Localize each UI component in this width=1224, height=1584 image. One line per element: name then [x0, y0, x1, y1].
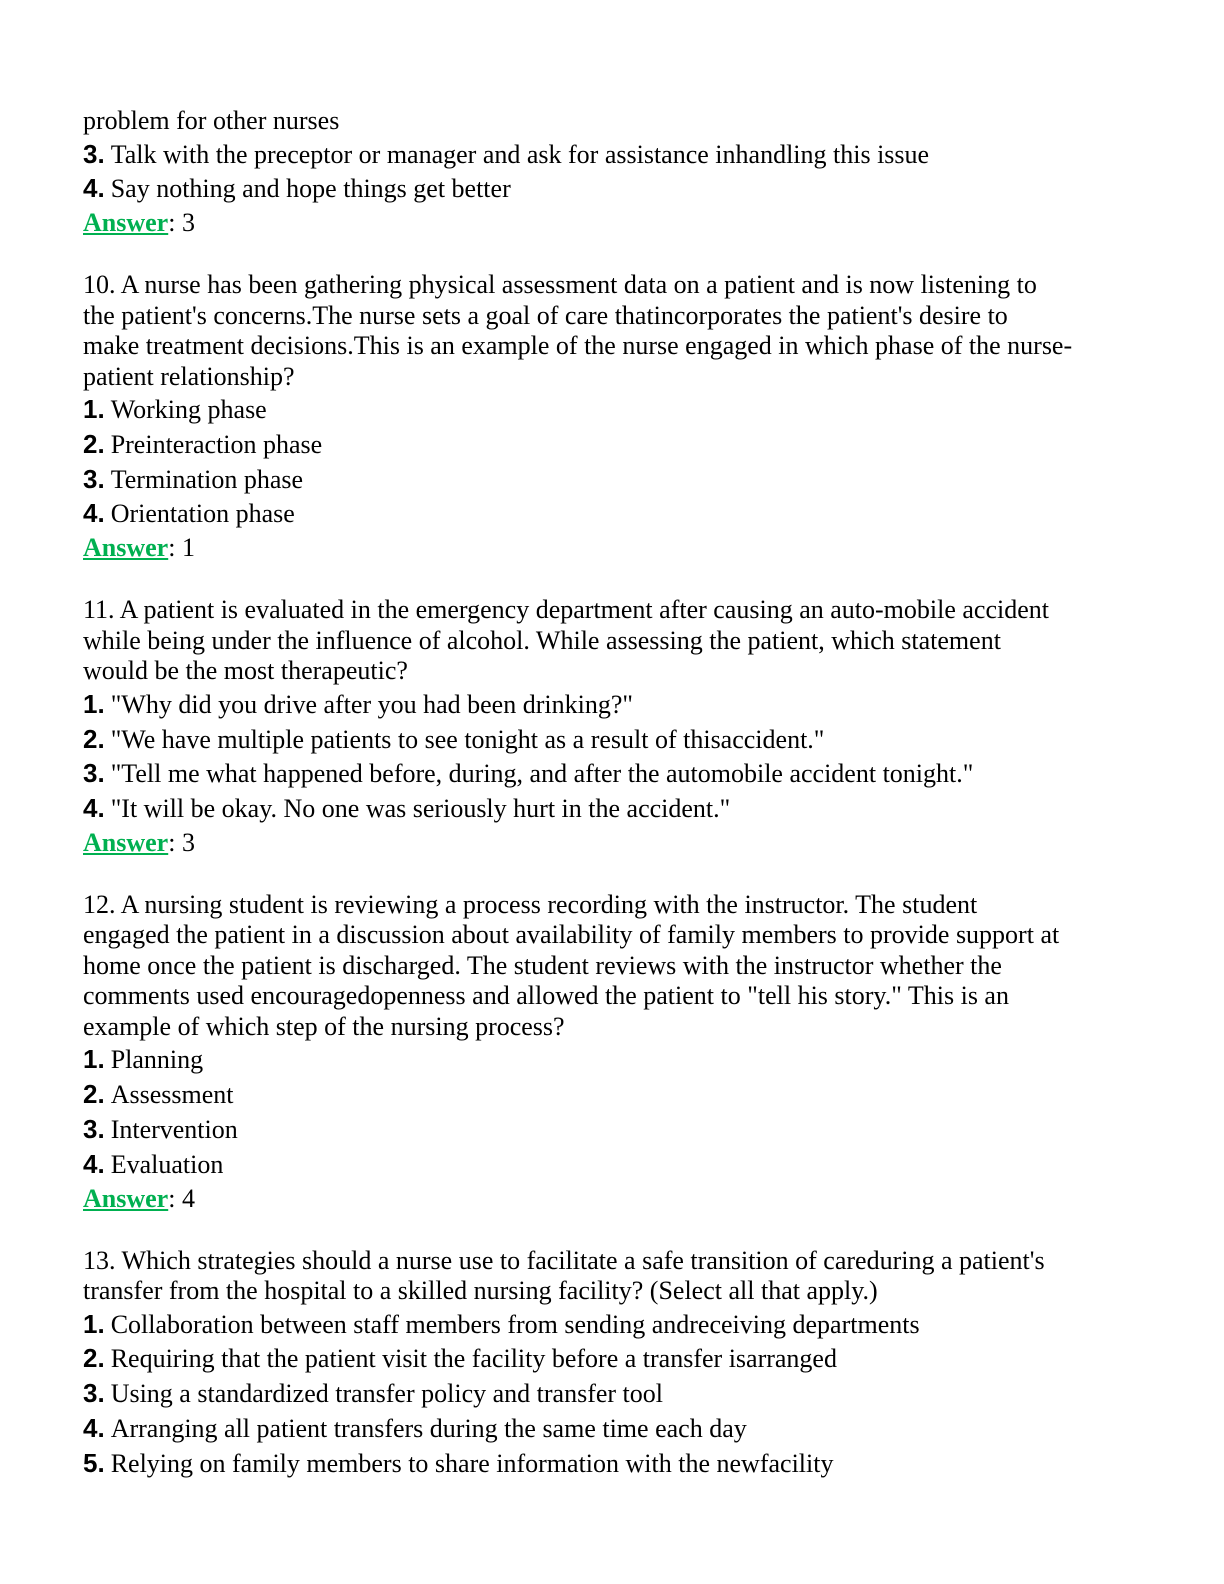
option-number: 4. — [83, 793, 105, 824]
option-text: Assessment — [110, 1080, 234, 1110]
option-text: Preinteraction phase — [110, 429, 323, 459]
option-text: Intervention — [110, 1115, 238, 1145]
answer-value: 1 — [181, 533, 195, 563]
answer-value: 4 — [181, 1183, 195, 1213]
answer-separator: : — [168, 208, 182, 238]
option-number: 4. — [83, 1413, 105, 1444]
answer-value: 3 — [181, 208, 195, 238]
answer-option — [83, 1446, 1072, 1481]
answer-option — [83, 496, 1072, 531]
answer-line — [83, 1182, 1072, 1216]
question-text-line: patient relationship? — [83, 361, 295, 391]
option-text: Arranging all patient transfers during the same time each day — [110, 1414, 747, 1444]
question-text-line: 10. A nurse has been gathering physical assessment data on a patient and is now listening to — [83, 270, 1037, 300]
option-number: 2. — [83, 428, 105, 459]
option-text: "It will be okay. No one was seriously hurt in the accident." — [110, 794, 731, 824]
question-text-line: comments used encouragedopenness and allowed the patient to "tell his story." This is an — [83, 981, 1009, 1011]
option-number: 1. — [83, 688, 105, 719]
block-spacer — [83, 565, 1072, 595]
answer-label: Answer — [83, 533, 169, 563]
answer-separator: : — [168, 827, 182, 857]
answer-line — [83, 206, 1072, 240]
option-text: Working phase — [110, 395, 267, 425]
answer-option — [83, 171, 1072, 206]
answer-label: Answer — [83, 827, 169, 857]
question-text-line: make treatment decisions.This is an example of the nurse engaged in which phase of the nurse- — [83, 331, 1073, 361]
question-text-line: 13. Which strategies should a nurse use to facilitate a safe transition of careduring a patient's — [83, 1245, 1045, 1275]
answer-option — [83, 1042, 1072, 1077]
option-text: Evaluation — [110, 1149, 224, 1179]
option-number: 4. — [83, 173, 105, 204]
answer-option — [83, 756, 1072, 791]
option-text: "We have multiple patients to see tonight as a result of thisaccident." — [110, 724, 825, 754]
question-text-line: would be the most therapeutic? — [83, 656, 408, 686]
answer-separator: : — [168, 1183, 182, 1213]
question-text-line: 11. A patient is evaluated in the emergency department after causing an auto-mobile accident — [83, 595, 1049, 625]
answer-option — [83, 1077, 1072, 1112]
block-spacer — [83, 860, 1072, 890]
answer-option — [83, 722, 1072, 757]
question-block — [83, 270, 1072, 595]
question-text-line: problem for other nurses — [83, 106, 340, 135]
answer-separator: : — [168, 533, 182, 563]
option-number: 2. — [83, 1343, 105, 1374]
question-text-line: transfer from the hospital to a skilled nursing facility? (Select all that apply.) — [83, 1276, 878, 1306]
block-spacer — [83, 240, 1072, 270]
answer-option — [83, 427, 1072, 462]
option-number: 3. — [83, 1114, 105, 1145]
option-text: "Tell me what happened before, during, and after the automobile accident tonight." — [110, 759, 974, 789]
option-text: "Why did you drive after you had been drinking?" — [110, 689, 633, 719]
question-text-line: home once the patient is discharged. The student reviews with the instructor whether the — [83, 950, 1002, 980]
option-number: 3. — [83, 138, 105, 169]
option-number: 3. — [83, 1378, 105, 1409]
option-text: Say nothing and hope things get better — [110, 174, 511, 204]
option-text: Requiring that the patient visit the facility before a transfer isarranged — [110, 1344, 837, 1374]
option-text: Termination phase — [110, 464, 304, 494]
answer-option — [83, 392, 1072, 427]
option-text: Relying on family members to share information with the newfacility — [110, 1448, 834, 1478]
answer-option — [83, 791, 1072, 826]
option-text: Talk with the preceptor or manager and ask for assistance inhandling this issue — [110, 139, 930, 169]
option-number: 3. — [83, 463, 105, 494]
answer-line — [83, 531, 1072, 565]
option-number: 3. — [83, 758, 105, 789]
question-text-line: engaged the patient in a discussion about availability of family members to provide support at — [83, 920, 1060, 950]
answer-label: Answer — [83, 1183, 169, 1213]
block-spacer — [83, 1216, 1072, 1246]
answer-option — [83, 1376, 1072, 1411]
question-block — [83, 890, 1072, 1246]
option-number: 1. — [83, 1308, 105, 1339]
option-number: 2. — [83, 1079, 105, 1110]
answer-option — [83, 462, 1072, 497]
question-text-line: the patient's concerns.The nurse sets a goal of care thatincorporates the patient's desire to — [83, 300, 1008, 330]
question-text-line: 12. A nursing student is reviewing a process recording with the instructor. The student — [83, 889, 978, 919]
answer-label: Answer — [83, 208, 169, 238]
answer-value: 3 — [181, 827, 195, 857]
answer-line — [83, 826, 1072, 860]
option-number: 1. — [83, 394, 105, 425]
option-number: 4. — [83, 498, 105, 529]
answer-option — [83, 1411, 1072, 1446]
answer-option — [83, 1307, 1072, 1342]
option-number: 5. — [83, 1447, 105, 1478]
question-text-line: example of which step of the nursing process? — [83, 1011, 565, 1041]
answer-option — [83, 687, 1072, 722]
question-block — [83, 595, 1072, 890]
document-page — [83, 106, 1072, 1481]
option-number: 1. — [83, 1044, 105, 1075]
option-text: Using a standardized transfer policy and transfer tool — [110, 1379, 663, 1409]
option-number: 4. — [83, 1148, 105, 1179]
question-text-line: while being under the influence of alcohol. While assessing the patient, which statement — [83, 625, 1001, 655]
option-text: Collaboration between staff members from sending andreceiving departments — [110, 1309, 920, 1339]
answer-option — [83, 137, 1072, 172]
answer-option — [83, 1147, 1072, 1182]
option-number: 2. — [83, 723, 105, 754]
option-text: Orientation phase — [110, 499, 295, 529]
answer-option — [83, 1341, 1072, 1376]
answer-option — [83, 1112, 1072, 1147]
option-text: Planning — [110, 1045, 204, 1075]
question-block — [83, 1246, 1072, 1481]
question-block — [83, 106, 1072, 270]
